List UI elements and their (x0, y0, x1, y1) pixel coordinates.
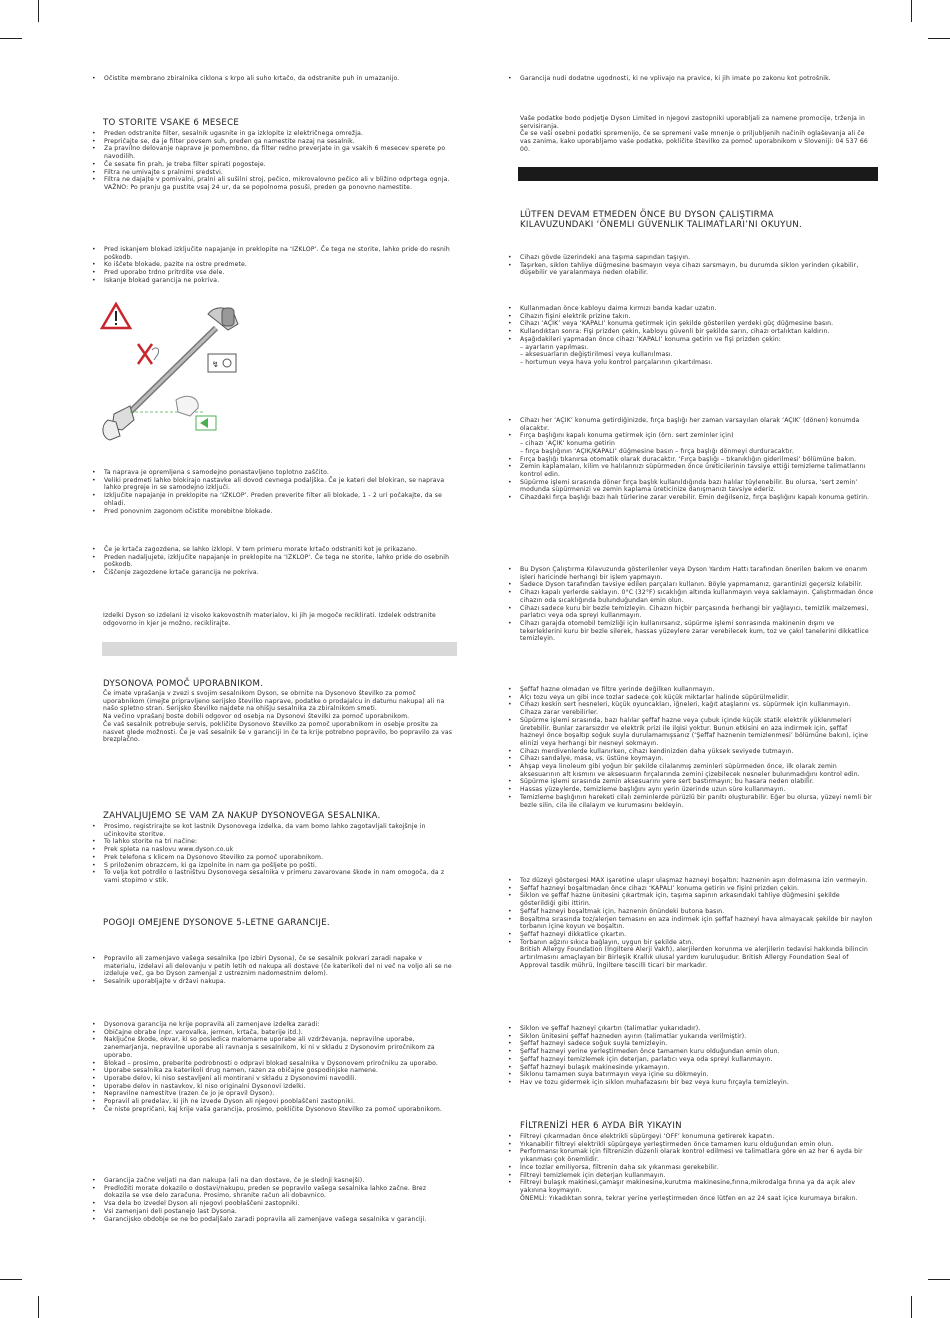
list-item: • Alçı tozu veya un gibi ince tozlar sadece çok küçük miktarlar halinde süpürülmelidir. (508, 694, 874, 702)
list-item: • Ta naprava je opremljena s samodejno ponastavljeno toplotno zaščito. (92, 469, 454, 477)
warranty-title: POGOJI OMEJENE DYSONOVE 5-LETNE GARANCIJE. (103, 918, 330, 928)
tr-brush-list (508, 417, 874, 502)
filter-note: VAŽNO: Po pranju ga pustite vsaj 24 ur, da se popolnoma posuši, preden ga ponovno namestite. (104, 183, 413, 191)
list-item: • Izključite napajanje in preklopite na ‘IZKLOP’. Preden preverite filter ali blokade, 1 - 2 uri počakajte, da se ohladi. (92, 492, 454, 507)
tr-empty-list (508, 877, 874, 969)
list-item: • Filtreyi bulaşık makinesi,çamaşır makinesine,kurutma makinesine,fırına,mikrodalga fırına ya da açık alev yakınına koymayın. (508, 1179, 874, 1194)
list-item: • Preden nadaljujete, izključite napajanje in preklopite na ‘IZKLOP’. Če tega ne storite, lahko pride do osebnih poškodb. (92, 554, 454, 569)
list-item: • Sesalnik uporabljajte v državi nakupa. (92, 978, 454, 986)
list-item: • Cihazın fişini elektrik prizine takın. (508, 313, 874, 321)
hand-drawing (176, 396, 198, 416)
list-item: • Nepravilne namestitve (razen če jo je opravil Dyson). (92, 1090, 454, 1098)
list-item: • Cihazdaki fırça başlığı bazı halı türlerine zarar verebilir. Emin değilseniz, fırça başlığını kapalı konuma getirin. (508, 494, 874, 502)
list-item: • Veliki predmeti lahko blokirajo nastavke ali dovod cevnega podaljška. Če je kateri del blokiran, se naprava lahko pregreje in se samodejno izključi. (92, 477, 454, 492)
list-item: • Aşağıdakileri yapmadan önce cihazı ‘KAPALI’ konuma getirin ve fişi prizden çekin: (508, 336, 874, 344)
blockage-illustration (100, 302, 270, 450)
help-text: Če imate vprašanja v zvezi s svojim sesalnikom Dyson, se obrnite na Dysonovo številko za pomoč uporabnikom (imejte pripravljeno serijsko številko naprave, podatke o prodajalcu in datumu nakupa) ali na našo spletno stran. Serijsko številko najdete na ohišju sesalnika za zbiralnikom smeti. Na večino vprašanj boste dobili odgovor od osebja na Dysonovi številki za pomoč uporabnikom. Če vaš sesalnik potrebuje servis, pokličite Dysonovo številko za pomoč uporabnikom in osebje prosite za nasvet glede možnosti. Če je vaš sesalnik še v garanciji in če ta krije potrebno popravilo, bo popravilo za vas brezplačno. (103, 690, 453, 744)
privacy-text: Vaše podatke bodo podjetje Dyson Limited in njegovi zastopniki uporabljali za namene promocije, trženja in servisiranja. Če se vaši osebni podatki spremenijo, če se spremeni vaše mnenje o priljubljenih načinih oglaševanja ali če vas zanima, kako uporabljamo vaše podatke, pokličite številko za pomoč uporabnikom v Sloveniji: 04 537 66 00. (520, 115, 868, 153)
list-item: • Iskanje blokad garancija ne pokriva. (92, 277, 454, 285)
list-item: • Siklon ve şeffaf hazneyi çıkartın (talimatlar yukarıdadır). (508, 1025, 874, 1033)
list-item: • Prek spleta na naslovu www.dyson.co.uk (92, 846, 454, 854)
list-item: • S priloženim obrazcem, ki ga izpolnite in nam ga pošljete po pošti. (92, 862, 454, 870)
list-item: • Če sesate fin prah, je treba filter spirati pogosteje. (92, 161, 454, 169)
list-item: • Kullanmadan önce kabloyu daima kırmızı banda kadar uzatın. (508, 305, 874, 313)
list-item: • Predložiti morate dokazilo o dostavi/nakupu, preden se popravilo vašega sesalnika lahko začne. Brez dokazila se vse delo zaračuna. Prosimo, shranite račun ali dobavnico. (92, 1185, 454, 1200)
list-item: • Boşaltma sırasında toz/alerjen temasını en aza indirmek için şeffaf hazneyi hava almayacak şekilde bir naylon torbanın içine koyun ve boşaltın. (508, 916, 874, 931)
allergy-note: British Allergy Foundation (İngiltere Alerji Vakfı), alerjilerden korunma ve alerjilerin tedavisi hakkında bilincin artırılmasını amaçlayan bir Birleşik Krallık ulusal yardım kuruluşudur. British Allergy Foundation Seal of Approval tasdik mührü, İngiltere tescilli ticari bir markadır. (520, 946, 869, 969)
filter-note: ÖNEMLİ: Yıkadıktan sonra, tekrar yerine yerleştirmeden önce lütfen en az 24 saat içice kurumaya bırakın. (520, 1194, 858, 1202)
list-item: • Pred ponovnim zagonom očistite morebitne blokade. (92, 508, 454, 516)
list-item: • Şeffaf hazneyi boşaltmak için, haznenin önündeki butona basın. (508, 908, 874, 916)
list-item: • Garancija nudi dodatne ugodnosti, ki ne vplivajo na pravice, ki jih imate po zakonu kot potrošnik. (508, 75, 874, 83)
list-item: • Popravilo ali zamenjavo vašega sesalnika (po izbiri Dysona), če se sesalnik pokvari zaradi napake v materialu, izdelavi ali delovanju v petih letih od nakupa ali dostave (če katerikoli del ni več na voljo ali se ne izdeluje več, ga bo Dyson zamenjal z ustreznim nadomestnim delom). (92, 955, 454, 978)
list-item: • Bu Dyson Çalıştırma Kılavuzunda gösterilenler veya Dyson Yardım Hattı tarafından önerilen bakım ve onarım işleri haricinde herhangi bir işlem yapmayın. (508, 566, 874, 581)
list-item: • Yıkanabilir filtreyi elektrikli süpürgeye yerleştirmeden önce tamamen kuru olduğundan emin olun. (508, 1141, 874, 1149)
tr-carry-list (508, 254, 874, 277)
list-item: • Sadece Dyson tarafından tavsiye edilen parçaları kullanın. Böyle yapmamanız, garantinizi geçersiz kılabilir. (508, 581, 874, 589)
tr-wash-list (508, 1025, 874, 1087)
list-item: • To velja kot potrdilo o lastništvu Dysonovega sesalnika v primeru zavarovane škode in nam omogoča, da z vami stopimo v stik. (92, 869, 454, 884)
list-item: • Cihazı sandalye, masa, vs. üstüne koymayın. (508, 755, 874, 763)
exclusions-list (92, 1021, 454, 1113)
list-item: • Filtra ne umivajte s pralnimi sredstvi. (92, 169, 454, 177)
list-item: • Običajne obrabe (npr. varovalka, jermen, krtača, baterije itd.). (92, 1029, 454, 1037)
crop-mark (38, 1296, 39, 1318)
list-item: • Şeffaf hazneyi temizlemek için deterjan, parlatıcı veya oda spreyi kullanmayın. (508, 1056, 874, 1064)
brush-list (92, 546, 454, 577)
list-subitem: – aksesuarların değiştirilmesi veya kullanılması. (520, 351, 673, 359)
warranty-list (92, 955, 454, 986)
list-item: • Cihazı ‘AÇIK’ veya ‘KAPALI’ konuma getirmek için şekilde gösterilen yerdeki güç düğmesine basın. (508, 320, 874, 328)
list-item: • Siklon ve şeffaf hazne ünitesini çıkartmak için, taşıma sapının arkasındaki tahliye düğmesini şekilde gösterildiği gibi ittirin. (508, 892, 874, 907)
list-item: • Ahşap veya linoleum gibi yoğun bir şekilde cilalanmış zeminleri süpürmeden önce, ilk olarak zemin aksesuarının alt kısmını ve aksesuarın fırçalarında zemini çizebilecek nesneler bulunmadığını kontrol edin. (508, 763, 874, 778)
list-item: • Zemin kaplamaları, kilim ve halılarınızı süpürmeden önce üreticilerinin tavsiye ettiği temizleme talimatlarını kontrol edin. (508, 463, 874, 478)
list-item: • Garancijsko obdobje se ne bo podaljšalo zaradi popravila ali zamenjave vašega sesalnika v garanciji. (92, 1216, 454, 1224)
list-item: • Vsa dela bo izvedel Dyson ali njegovi pooblaščeni zastopniki. (92, 1200, 454, 1208)
list-item: • Pred uporabo trdno pritrdite vse dele. (92, 269, 454, 277)
list-item: • Cihazı keskin sert nesneleri, küçük oyuncakları, iğneleri, kağıt ataşlarını vs. süpürmek için kullanmayın. Cihaza zarar verebilirler. (508, 701, 874, 716)
intro-list (92, 75, 454, 83)
list-item: • Hassas yüzeylerde, temizleme başlığını aynı yerin üzerinde uzun süre kullanmayın. (508, 786, 874, 794)
thanks-title: ZAHVALJUJEMO SE VAM ZA NAKUP DYSONOVEGA SESALNIKA. (103, 811, 381, 821)
section-divider (518, 167, 878, 181)
crop-mark (0, 1279, 22, 1280)
thermal-list (92, 469, 454, 515)
rights-list (508, 75, 874, 83)
list-item: • Toz düzeyi göstergesi MAX işaretine ulaşır ulaşmaz hazneyi boşaltın; haznenin aşırı dolmasına izin vermeyin. (508, 877, 874, 885)
list-item: • Uporabe sesalnika za katerikoli drug namen, razen za običajne gospodinjske namene. (92, 1067, 454, 1075)
list-item: • Fırça başlığı tıkanırsa otomatik olarak duracaktır. ‘Fırça başlığı – tıkanıklığın giderilmesi’ bölümüne bakın. (508, 456, 874, 464)
filter-list (92, 130, 454, 192)
list-item: • Kullandıktan sonra: Fişi prizden çekin, kabloyu güvenli bir şekilde sarın, cihazı ortalıktan kaldırın. (508, 328, 874, 336)
list-item: • Prosimo, registrirajte se kot lastnik Dysonovega izdelka, da vam bomo lahko zagotavljali takojšnje in učinkovite storitve. (92, 823, 454, 838)
list-item: • Če je krtača zagozdena, se lahko izklopi. V tem primeru morate krtačo odstraniti kot je prikazano. (92, 546, 454, 554)
list-item: • To lahko storite na tri načine: (92, 838, 454, 846)
list-item: • Če niste prepričani, kaj krije vaša garancija, prosimo, pokličite Dysonovo številko za pomoč uporabnikom. (92, 1106, 454, 1114)
crop-mark (928, 1279, 950, 1280)
list-subitem: – cihazı ‘AÇIK’ konuma getirin (520, 440, 616, 448)
list-item: • Prepričajte se, da je filter povsem suh, preden ga namestite nazaj na sesalnik. (92, 138, 454, 146)
list-subitem: – ayarların yapılması. (520, 343, 589, 351)
list-item: • Za pravilno delovanje naprave je pomembno, da filter redno preverjate in ga vsakih 6 mesecev sperete po navodilih. (92, 145, 454, 160)
list-item: • Taşırken, siklon tahliye düğmesine basmayın veya cihazı sarsmayın, bu durumda siklon yerinden çıkabilir, düşebilir ve yaralanmaya neden olabilir. (508, 262, 874, 277)
list-item: • Cihazı her ‘AÇIK’ konuma getirdiğinizde, fırça başlığı her zaman varsayılan olarak ‘AÇIK’ (dönen) konumda olacaktır. (508, 417, 874, 432)
list-item: • Şeffaf hazneyi bulaşık makinesinde yıkamayın. (508, 1064, 874, 1072)
list-item: • Fırça başlığını kapalı konuma getirmek için (örn. sert zeminler için) (508, 432, 874, 440)
list-item: • Siklon ünitesini şeffaf hazneden ayırın (talimatlar yukarıda verilmiştir). (508, 1033, 874, 1041)
tr-filter-title: FİLTRENİZİ HER 6 AYDA BİR YIKAYIN (520, 1121, 682, 1131)
list-item: • Naključne škode, okvar, ki so posledica malomarne uporabe ali vzdrževanja, nepravilne uporabe, zanemarjanja, nepravilne uporabe ali ravnanja s sesalnikom, ki ni v skladu z Dysonovim priročnikom za uporabo. (92, 1036, 454, 1059)
list-subitem: – fırça başlığının ‘AÇIK/KAPALI’ düğmesine basın – fırça başlığı dönmeyi durduracaktır. (520, 447, 794, 455)
list-subitem: – hortumun veya hava yolu kontrol parçalarının çıkartılması. (520, 358, 713, 366)
list-item: • Cihazı kapalı yerlerde saklayın. 0°C (32°F) sıcaklığın altında kullanmayın veya saklamayın. Çalıştırmadan önce cihazın oda sıcaklığında bulunduğundan emin olun. (508, 589, 874, 604)
list-item: • Popravil ali predelav, ki jih ne izvede Dyson ali njegovi pooblaščeni zastopniki. (92, 1098, 454, 1106)
crop-mark (911, 1296, 912, 1318)
list-item: • Süpürme işlemi sırasında, bazı halılar şeffaf hazne veya çubuk içinde küçük statik elektrik yüklenmeleri üretebilir. Bunlar zararsızdır ve elektrik prizi ile ilgisi yoktur. Bunun etkisini en aza indirmek için, şeffaf hazneyi önce boşaltıp soğuk suyla durulamamışsanız (‘Şeffaf haznenin temizlenmesi’ bölümüne bakın), içine elinizi veya herhangi bir nesneyi sokmayın. (508, 717, 874, 748)
list-item: • Očistite membrano zbiralnika ciklona s krpo ali suho krtačo, da odstranite puh in umazanijo. (92, 75, 454, 83)
list-item: • Blokad – prosimo, preberite podrobnosti o odpravi blokad sesalnika v Dysonovem priročniku za uporabo. (92, 1060, 454, 1068)
list-item: • Süpürme işlemi sırasında döner fırça başlık kullanıldığında bazı halılar tüylenebilir. Bu olursa, ‘sert zemin’ modunda süpürmenizi ve zemin kaplama üreticinize danışmanızı tavsiye ederiz. (508, 479, 874, 494)
list-item: • Uporabe delov, ki niso sestavljeni ali montirani v skladu z Dysonovimi navodili. (92, 1075, 454, 1083)
list-item: • Hav ve tozu gidermek için siklon muhafazasını bir bez veya kuru fırçayla temizleyin. (508, 1079, 874, 1087)
plug-icon (208, 354, 236, 372)
thanks-list (92, 823, 454, 885)
warning-icon (102, 304, 130, 328)
recycle-text: Izdelki Dyson so izdelani iz visoko kakovostnih materialov, ki jih je mogoče reciklirati. Izdelek odstranite odgovorno in kjer je možno, reciklirajte. (103, 612, 436, 627)
list-item: • Garancija začne veljati na dan nakupa (ali na dan dostave, če je slednji kasnejši). (92, 1177, 454, 1185)
arrow-icon (130, 412, 216, 430)
list-item: • Siklonu tamamen suya batırmayın veya içine su dökmeyin. (508, 1071, 874, 1079)
list-item: • Torbanın ağzını sıkıca bağlayın, uygun bir şekilde atın. (508, 939, 874, 947)
list-item: • Şeffaf hazne olmadan ve filtre yerinde değilken kullanmayın. (508, 686, 874, 694)
list-item: • Cihazı gövde üzerindeki ana taşıma sapından taşıyın. (508, 254, 874, 262)
prohibited-hand-icon (138, 344, 159, 364)
list-item: • Cihazı sadece kuru bir bezle temizleyin. Cihazın hiçbir parçasında herhangi bir yağlayıcı, temizlik malzemesi, parlatıcı veya oda spreyi kullanmayın. (508, 605, 874, 620)
list-item: • Şeffaf hazneyi yerine yerleştirmeden önce tamamen kuru olduğundan emin olun. (508, 1048, 874, 1056)
crop-mark (911, 0, 912, 22)
list-item: • Vsi zamenjani deli postanejo last Dysona. (92, 1208, 454, 1216)
list-item: • Performansı korumak için filtrenizin düzenli olarak kontrol edilmesi ve talimatlara göre en az her 6 ayda bir yıkanması çok önemlidir. (508, 1148, 874, 1163)
list-item: • Temizleme başlığının hareketi cilalı zeminlerde pürüzlü bir parıltı oluşturabilir. Eğer bu olursa, yüzeyi nemli bir bezle silin, cila ile cilalayın ve kurumasını bekleyin. (508, 794, 874, 809)
tr-title: LÜTFEN DEVAM ETMEDEN ÖNCE BU DYSON ÇALIŞTIRMA KILAVUZUNDAKI ‘ÖNEMLI GÜVENLIK TALIMATLARI’NI OKUYUN. (520, 210, 803, 230)
list-item: • Uporabe delov in nastavkov, ki niso originalni Dysonovi izdelki. (92, 1083, 454, 1091)
filter-title: TO STORITE VSAKE 6 MESECE (103, 118, 240, 128)
list-item: • Čiščenje zagozdene krtače garancija ne pokriva. (92, 569, 454, 577)
crop-mark (0, 38, 22, 39)
terms-list (92, 1177, 454, 1223)
tr-care-list (508, 566, 874, 643)
list-item: • Ko iščete blokade, pazite na ostre predmete. (92, 261, 454, 269)
list-item: • Cihazı garajda otomobil temizliği için kullanırsanız, süpürme işlemi sonrasında makinenin dışını ve tekerleklerini kuru bir bezle silerek, hassas yüzeylere zarar verebilecek kum, toz ve çakıl tanelerini dikkatlice temizleyin. (508, 620, 874, 643)
list-item: • Preden odstranite filter, sesalnik ugasnite in ga izklopite iz električnega omrežja. (92, 130, 454, 138)
section-divider (102, 642, 457, 656)
list-item: • Filtra ne dajajte v pomivalni, pralni ali sušilni stroj, pečico, mikrovalovno pečico ali v bližino odprtega ognja. (92, 176, 454, 184)
crop-mark (928, 38, 950, 39)
crop-mark (38, 0, 39, 22)
list-item: • Şeffaf hazneyi boşaltmadan önce cihazı ‘KAPALI’ konuma getirin ve fişini prizden çekin. (508, 885, 874, 893)
list-item: • Dysonova garancija ne krije popravila ali zamenjave izdelka zaradi: (92, 1021, 454, 1029)
tr-use-list (508, 686, 874, 809)
tr-power-list (508, 305, 874, 367)
blockage-list (92, 246, 454, 285)
list-item: • Şeffaf hazneyi sadece soğuk suyla temizleyin. (508, 1040, 874, 1048)
help-title: DYSONOVA POMOČ UPORABNIKOM. (103, 679, 264, 689)
list-item: • İnce tozlar emiliyorsa, filtrenin daha sık yıkanması gerekebilir. (508, 1164, 874, 1172)
list-item: • Filtreyi temizlemek için deterjan kullanmayın. (508, 1172, 874, 1180)
list-item: • Prek telefona s klicem na Dysonovo številko za pomoč uporabnikom. (92, 854, 454, 862)
list-item: • Filtreyi çıkarmadan önce elektrikli süpürgeyi ‘OFF’ konumuna getirerek kapatın. (508, 1133, 874, 1141)
svg-text:↯: ↯ (212, 360, 219, 369)
list-item: • Pred iskanjem blokad izključite napajanje in preklopite na ‘IZKLOP’. Če tega ne storite, lahko pride do resnih poškodb. (92, 246, 454, 261)
list-item: • Cihazı merdivenlerde kullanırken, cihazı kendinizden daha yüksek seviyede tutmayın. (508, 748, 874, 756)
list-item: • Süpürme işlemi sırasında zemin aksesuarını yere sert bastırmayın; bu hasara neden olabilir. (508, 778, 874, 786)
list-item: • Şeffaf hazneyi dikkatlice çıkartın. (508, 931, 874, 939)
tr-filter-list (508, 1133, 874, 1202)
